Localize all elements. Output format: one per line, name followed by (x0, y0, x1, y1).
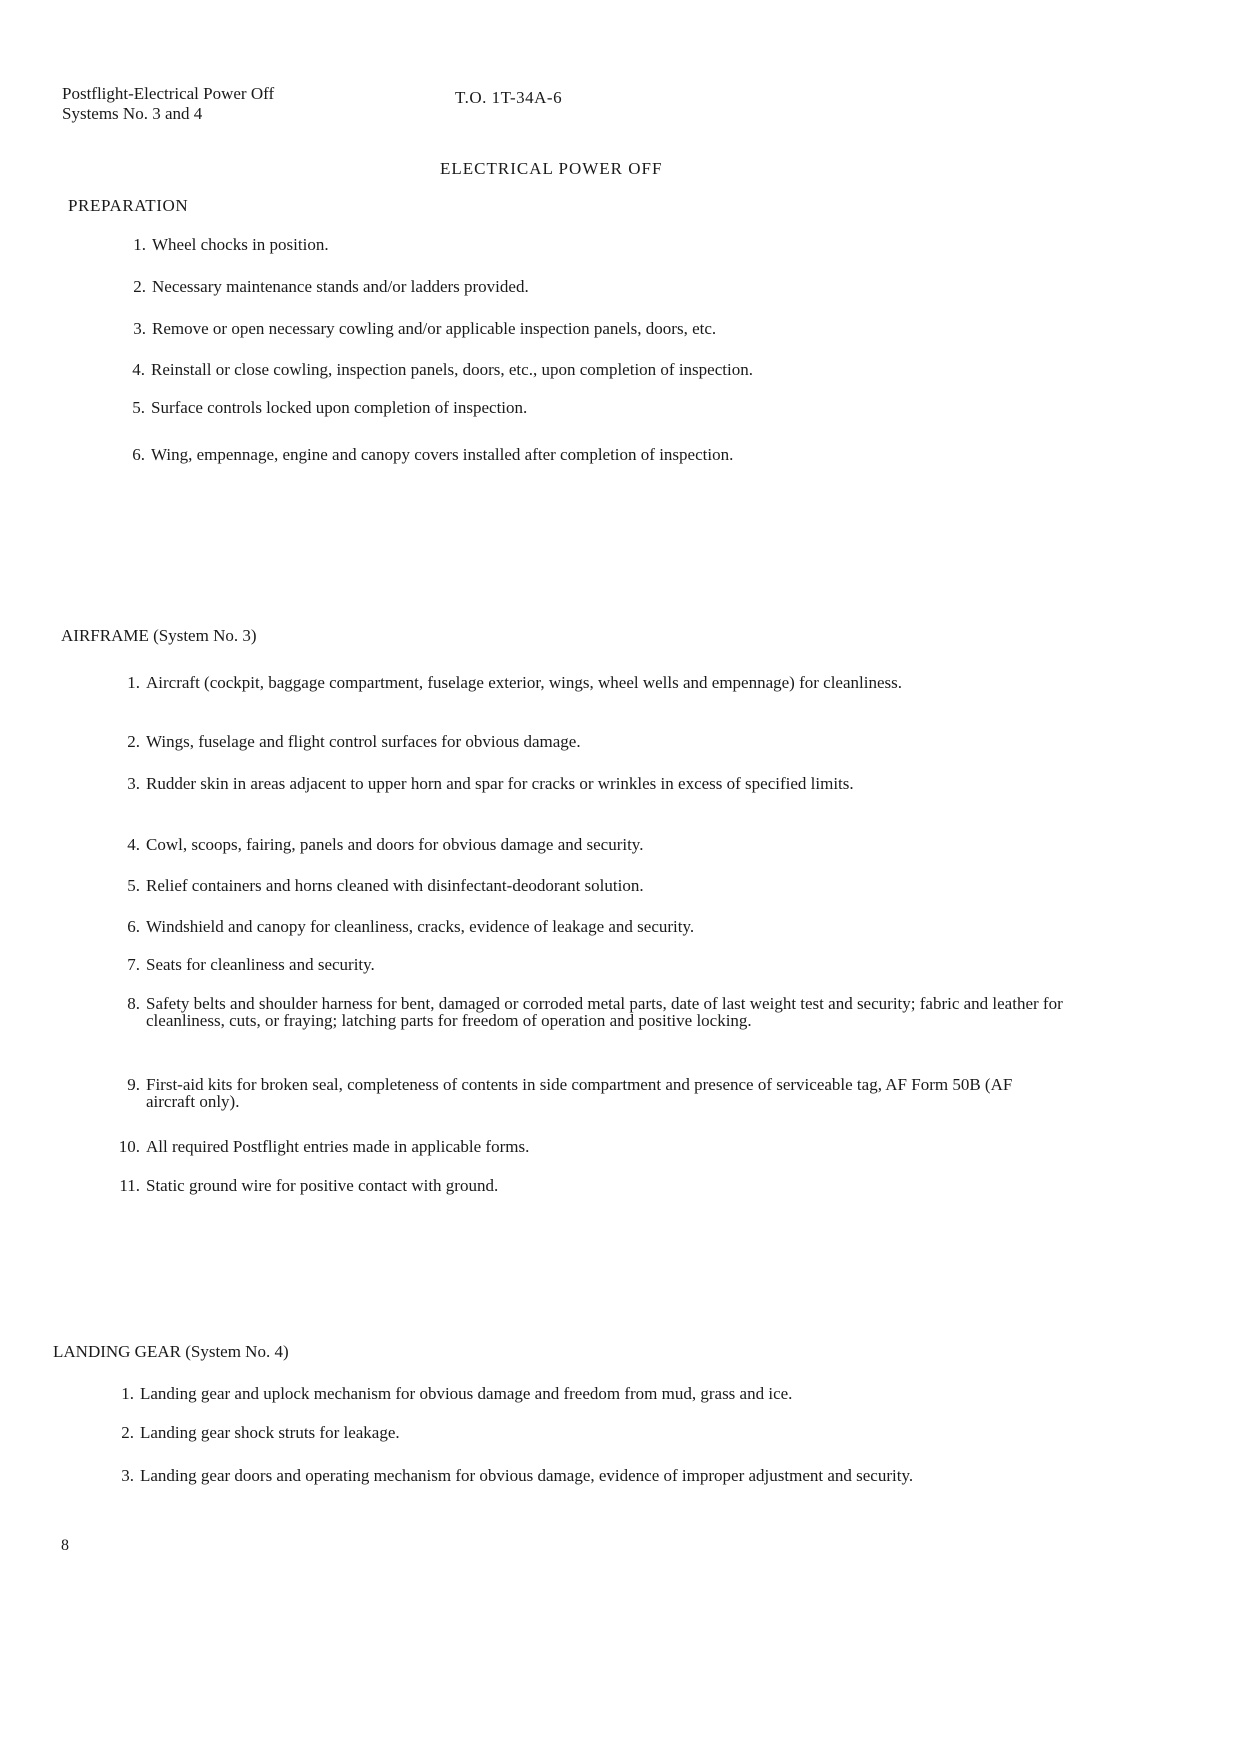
to-number: T.O. 1T-34A-6 (455, 88, 563, 107)
header-left-line1: Postflight-Electrical Power Off (62, 84, 275, 103)
item-text: Seats for cleanliness and security. (146, 955, 375, 974)
list-item (122, 236, 982, 253)
item-text: First-aid kits for broken seal, completeness of contents in side compartment and presence of serviceable tag, AF Form 50B (AF aircraft only). (146, 1075, 1013, 1111)
item-text: Surface controls locked upon completion of inspection. (151, 398, 528, 417)
item-text: Landing gear and uplock mechanism for obvious damage and freedom from mud, grass and ice. (140, 1384, 793, 1403)
item-text: Rudder skin in areas adjacent to upper horn and spar for cracks or wrinkles in excess of specified limits. (146, 774, 854, 793)
item-number: 3. (127, 774, 140, 793)
item-text: Windshield and canopy for cleanliness, cracks, evidence of leakage and security. (146, 917, 695, 936)
list-item (122, 278, 982, 295)
list-item (116, 1177, 1051, 1194)
item-number: 10. (118, 1137, 140, 1156)
item-text: Necessary maintenance stands and/or ladders provided. (152, 277, 529, 296)
item-text: Landing gear shock struts for leakage. (140, 1423, 400, 1442)
item-text: Cowl, scoops, fairing, panels and doors for obvious damage and security. (146, 835, 644, 854)
item-text: Reinstall or close cowling, inspection panels, doors, etc., upon completion of inspection. (151, 360, 753, 379)
list-item (116, 836, 1051, 853)
item-number: 4. (127, 835, 140, 854)
item-text: Relief containers and horns cleaned with disinfectant-deodorant solution. (146, 876, 644, 895)
list-item (116, 877, 1051, 894)
item-number: 6. (132, 445, 145, 464)
list-item (116, 1076, 1051, 1110)
item-text: Wheel chocks in position. (152, 235, 329, 254)
header-left-line2: Systems No. 3 and 4 (62, 104, 203, 123)
item-number: 7. (127, 955, 140, 974)
item-text: Aircraft (cockpit, baggage compartment, fuselage exterior, wings, wheel wells and empennage) for cleanliness. (146, 673, 902, 692)
item-number: 5. (127, 876, 140, 895)
list-item (122, 320, 982, 337)
list-item (110, 1424, 1040, 1441)
item-number: 1. (121, 1384, 134, 1403)
item-number: 5. (132, 398, 145, 417)
item-text: Static ground wire for positive contact with ground. (146, 1176, 499, 1195)
item-text: Safety belts and shoulder harness for bent, damaged or corroded metal parts, date of last weight test and security; fabric and leather for cleanliness, cuts, or fraying; latching parts for freedom of operation and positive locking. (146, 994, 1063, 1030)
page-number: 8 (61, 1537, 69, 1554)
list-item (121, 446, 981, 463)
item-number: 2. (121, 1423, 134, 1442)
item-number: 1. (133, 235, 146, 254)
item-number: 4. (132, 360, 145, 379)
page-title: ELECTRICAL POWER OFF (440, 159, 663, 178)
item-number: 8. (127, 994, 140, 1013)
item-number: 9. (127, 1075, 140, 1094)
list-item (116, 674, 1051, 691)
list-item (116, 918, 1051, 935)
header-left (62, 84, 274, 124)
item-text: All required Postflight entries made in applicable forms. (146, 1137, 530, 1156)
list-item (116, 733, 1051, 750)
section-heading-preparation: PREPARATION (68, 196, 189, 215)
item-number: 3. (121, 1466, 134, 1485)
list-item (116, 995, 1068, 1029)
section-heading-airframe: AIRFRAME (System No. 3) (61, 626, 257, 645)
list-item (121, 361, 981, 378)
list-item (110, 1467, 1040, 1484)
section-heading-landing-gear: LANDING GEAR (System No. 4) (53, 1342, 289, 1361)
item-text: Wing, empennage, engine and canopy covers installed after completion of inspection. (151, 445, 734, 464)
item-number: 3. (133, 319, 146, 338)
list-item (110, 1385, 1040, 1402)
item-text: Wings, fuselage and flight control surfaces for obvious damage. (146, 732, 581, 751)
item-text: Remove or open necessary cowling and/or applicable inspection panels, doors, etc. (152, 319, 717, 338)
item-number: 1. (127, 673, 140, 692)
item-number: 2. (127, 732, 140, 751)
list-item (116, 956, 1051, 973)
item-number: 11. (119, 1176, 140, 1195)
list-item (116, 775, 1051, 792)
item-number: 2. (133, 277, 146, 296)
list-item (116, 1138, 1051, 1155)
item-text: Landing gear doors and operating mechanism for obvious damage, evidence of improper adjustment and security. (140, 1466, 914, 1485)
item-number: 6. (127, 917, 140, 936)
list-item (121, 399, 981, 416)
